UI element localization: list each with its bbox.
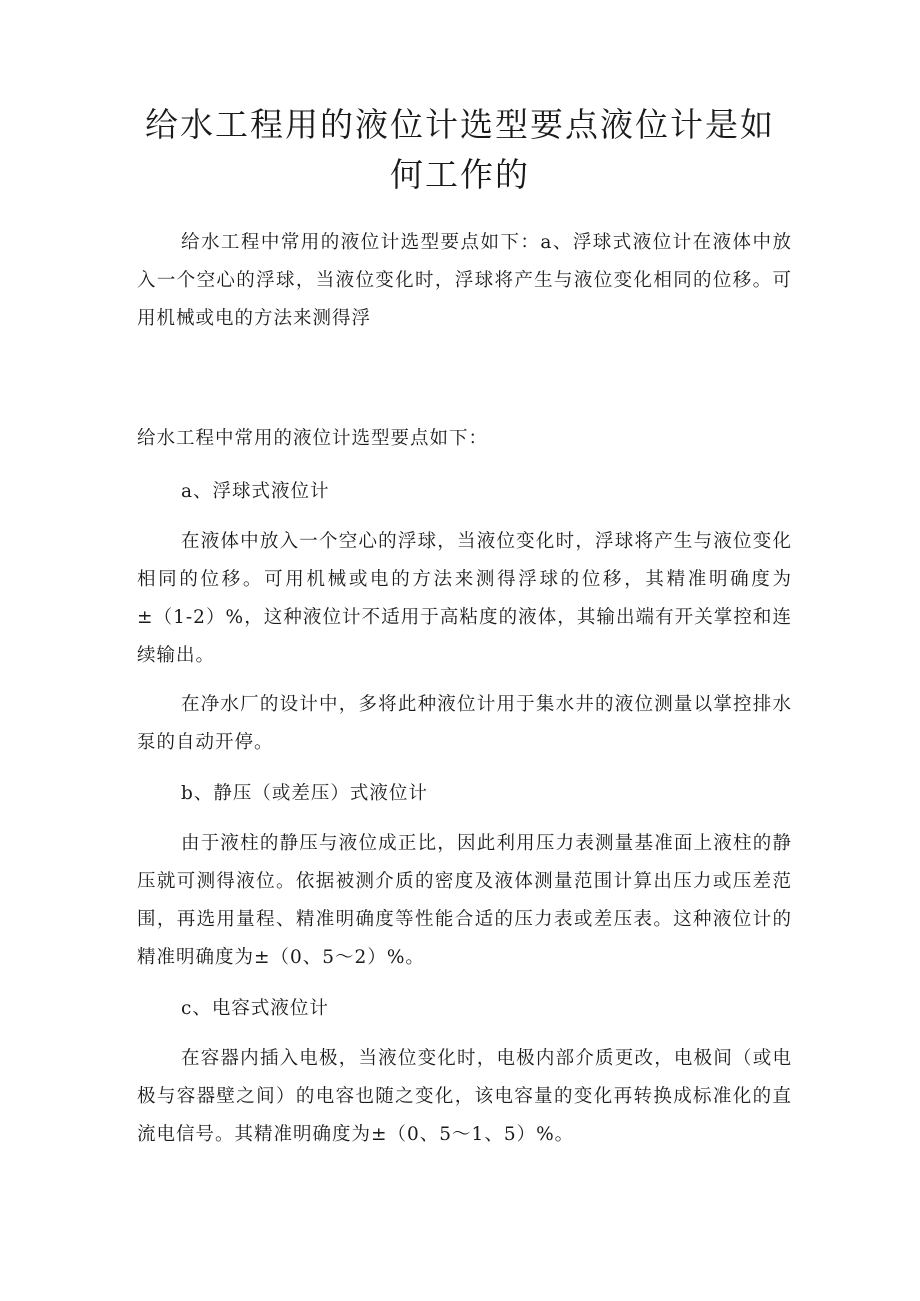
document-title: 给水工程用的液位计选型要点液位计是如何工作的 xyxy=(145,105,775,194)
summary-paragraph: 给水工程中常用的液位计选型要点如下：a、浮球式液位计在液体中放入一个空心的浮球，当液位变化时，浮球将产生与液位变化相同的位移。可用机械或电的方法来测得浮 xyxy=(137,232,792,329)
section-a-paragraph-2: 在净水厂的设计中，多将此种液位计用于集水井的液位测量以掌控排水泵的自动开停。 xyxy=(137,694,792,753)
section-b-paragraph-1: 由于液柱的静压与液位成正比，因此利用压力表测量基准面上液柱的静压就可测得液位。依据被测介质的密度及液体测量范围计算出压力或压差范围，再选用量程、精准明确度等性能合适的压力表或差压表。这种液位计的精准明确度为±（0、5～2）%。 xyxy=(137,833,792,968)
section-heading-a: a、浮球式液位计 xyxy=(181,481,330,502)
intro-paragraph: 给水工程中常用的液位计选型要点如下： xyxy=(137,428,489,449)
section-heading-c: c、电容式液位计 xyxy=(181,998,329,1019)
section-a-paragraph-1: 在液体中放入一个空心的浮球，当液位变化时，浮球将产生与液位变化相同的位移。可用机械或电的方法来测得浮球的位移，其精准明确度为±（1-2）%，这种液位计不适用于高粘度的液体，其输出端有开关掌控和连续输出。 xyxy=(137,531,792,666)
section-heading-b: b、静压（或差压）式液位计 xyxy=(181,783,428,804)
section-c-paragraph-1: 在容器内插入电极，当液位变化时，电极内部介质更改，电极间（或电极与容器壁之间）的电容也随之变化，该电容量的变化再转换成标准化的直流电信号。其精准明确度为±（0、5～1、5）%。 xyxy=(137,1048,792,1145)
